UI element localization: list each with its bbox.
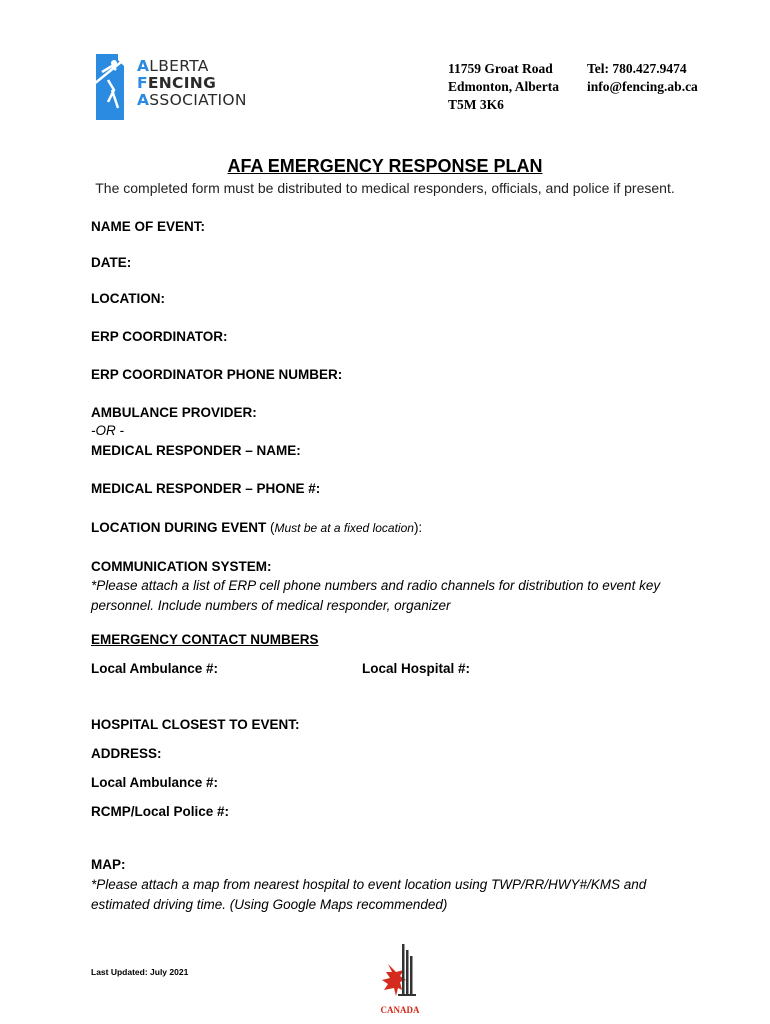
field-location: LOCATION: [91,291,165,306]
field-date: DATE: [91,255,132,270]
org-address [448,60,559,114]
field-map: MAP: [91,857,126,872]
field-erp-phone: ERP COORDINATOR PHONE NUMBER: [91,367,343,382]
address-line-1: 11759 Groat Road [448,61,553,76]
field-address: ADDRESS: [91,746,162,761]
org-name-cap-2: F [137,74,148,92]
communication-note-2: personnel. Include numbers of medical responder, organizer [91,598,451,613]
field-medical-name: MEDICAL RESPONDER – NAME: [91,443,301,458]
fencing-canada-logo [374,942,426,1015]
page-title: AFA EMERGENCY RESPONSE PLAN [227,156,543,176]
field-medical-phone: MEDICAL RESPONDER – PHONE #: [91,481,321,496]
address-line-3: T5M 3K6 [448,97,504,112]
map-note-2: estimated driving time. (Using Google Maps recommended) [91,897,448,912]
emergency-contacts-heading: EMERGENCY CONTACT NUMBERS [91,632,319,647]
field-communication: COMMUNICATION SYSTEM: [91,559,272,574]
org-name-line-2: ENCING [147,74,217,92]
location-note: Must be at a fixed location [274,521,414,535]
org-phone: Tel: 780.427.9474 [587,61,687,76]
org-contact [587,60,698,96]
field-local-ambulance: Local Ambulance #: [91,661,219,676]
org-name [137,58,247,109]
org-name-line-1: LBERTA [149,57,209,75]
field-location-during-event: LOCATION DURING EVENT (Must be at a fixed location): [91,520,423,535]
org-email: info@fencing.ab.ca [587,79,698,94]
or-separator: -OR - [91,423,124,438]
field-erp-coordinator: ERP COORDINATOR: [91,329,228,344]
field-hospital-closest: HOSPITAL CLOSEST TO EVENT: [91,717,300,732]
maple-leaf-fencer-icon [374,942,426,1002]
org-name-line-3: SSOCIATION [149,91,247,109]
communication-note-1: *Please attach a list of ERP cell phone numbers and radio channels for distribution to event key [91,578,661,593]
field-rcmp: RCMP/Local Police #: [91,804,230,819]
org-name-cap-1: A [137,57,150,75]
org-name-cap-3: A [137,91,150,109]
page-subtitle: The completed form must be distributed to medical responders, officials, and police if present. [95,180,675,196]
canada-logo-text: CANADA [380,1005,420,1015]
field-local-ambulance-2: Local Ambulance #: [91,775,219,790]
field-event-name: NAME OF EVENT: [91,219,206,234]
field-ambulance-provider: AMBULANCE PROVIDER: [91,405,257,420]
location-during-label: LOCATION DURING EVENT [91,520,267,535]
map-note-1: *Please attach a map from nearest hospital to event location using TWP/RR/HWY#/KMS and [91,877,647,892]
alberta-map-fencer-icon [88,50,138,122]
address-line-2: Edmonton, Alberta [448,79,560,94]
field-local-hospital: Local Hospital #: [362,661,471,676]
last-updated: Last Updated: July 2021 [91,967,189,977]
